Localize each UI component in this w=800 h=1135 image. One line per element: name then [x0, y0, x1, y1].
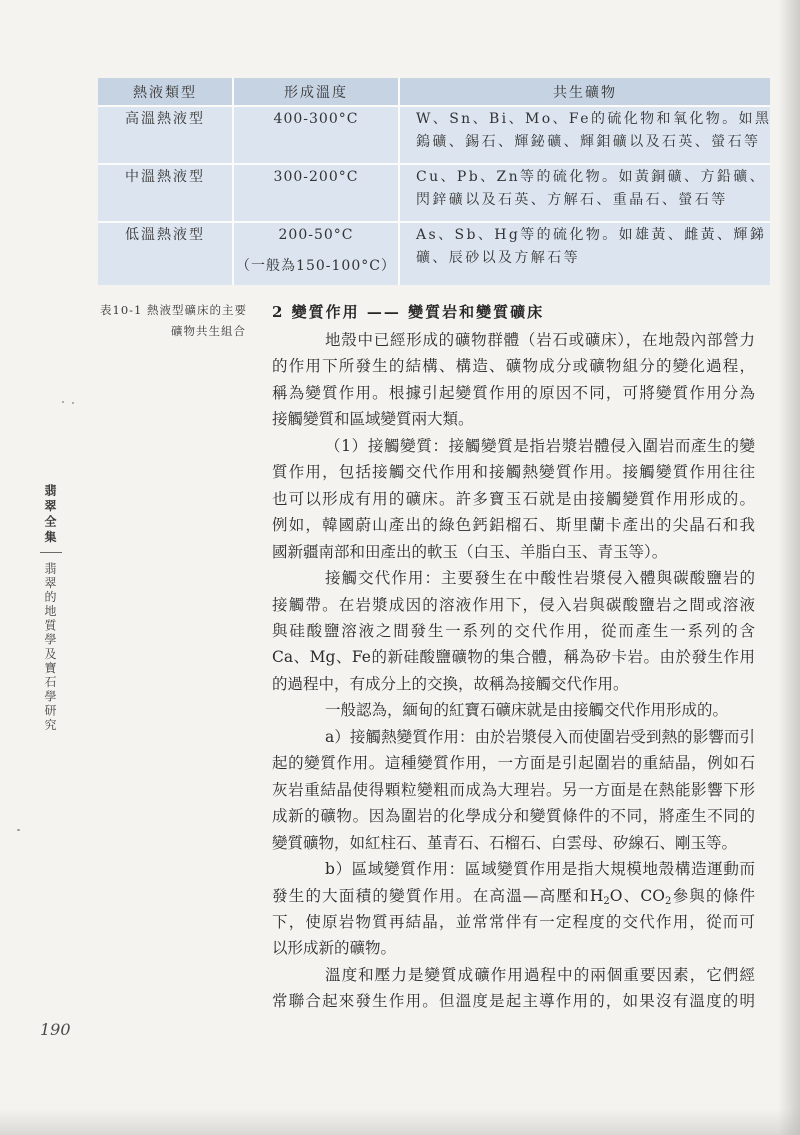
text-line: 與硅酸鹽溶液之間發生一系列的交代作用，從而產生一系列的含	[272, 621, 755, 640]
body-text	[272, 327, 755, 1015]
text-line: 一般認為，緬甸的紅寶石礦床就是由接觸交代作用形成的。	[325, 701, 729, 720]
running-book-title: 翡翠全集	[43, 484, 57, 546]
table-cell-type: 中溫熱液型	[98, 165, 232, 221]
text-line: 常聯合起來發生作用。但溫度是起主導作用的，如果沒有溫度的明	[272, 992, 755, 1011]
minerals-line: 閃鋅礦以及石英、方解石、重晶石、螢石等	[416, 192, 728, 208]
paragraph	[272, 565, 755, 697]
temperature-note: （一般為150-100°C）	[236, 258, 396, 274]
text-line: 國新疆南部和田產出的軟玉（白玉、羊脂白玉、青玉等）。	[272, 542, 668, 561]
text-line: 質作用，包括接觸交代作用和接觸熱變質作用。接觸變質作用往往	[272, 463, 755, 482]
temperature-value: 200-50°C	[278, 227, 354, 243]
text-line: Ca、Mg、Fe的新硅酸鹽礦物的集合體，稱為矽卡岩。由於發生作用	[272, 648, 755, 667]
paragraph	[272, 856, 755, 962]
table-caption	[100, 300, 246, 342]
text-line: 接觸交代作用：主要發生在中酸性岩漿侵入體與碳酸鹽岩的	[325, 569, 755, 588]
scan-speck	[72, 402, 74, 404]
text-line: 的過程中，有成分上的交換，故稱為接觸交代作用。	[272, 674, 629, 693]
minerals-line: 礦、辰砂以及方解石等	[416, 250, 580, 266]
text-line: b）區域變質作用：區域變質作用是指大規模地殼構造運動而	[325, 860, 755, 879]
text-line: 接觸帶。在岩漿成因的溶液作用下，侵入岩與碳酸鹽岩之間或溶液	[272, 595, 755, 614]
page-number: 190	[40, 1020, 71, 1039]
temperature-value: 300-200°C	[273, 169, 359, 185]
caption-line: 表10-1 熱液型礦床的主要	[100, 303, 247, 317]
caption-line: 礦物共生組合	[171, 324, 246, 338]
scan-edge-shadow	[778, 0, 800, 1135]
temperature-value: 400-300°C	[273, 111, 359, 127]
table-cell-temperature	[234, 223, 398, 285]
text-line: 接觸變質和區域變質兩大類。	[272, 410, 474, 429]
text-line: 稱為變質作用。根據引起變質作用的原因不同，可將變質作用分為	[272, 383, 755, 402]
text-line: 下，使原岩物質再結晶，並常常伴有一定程度的交代作用，從而可	[272, 912, 755, 931]
minerals-line: W、Sn、Bi、Mo、Fe的硫化物和氧化物。如黑	[416, 111, 772, 127]
table-cell-type: 低溫熱液型	[98, 223, 232, 285]
scan-edge-shadow	[0, 1109, 800, 1135]
hydrothermal-deposit-table	[98, 78, 770, 285]
table-header-cell: 熱液類型	[98, 78, 232, 105]
text-line: 例如，韓國蔚山產出的綠色鈣鋁榴石、斯里蘭卡產出的尖晶石和我	[272, 516, 755, 535]
minerals-line: As、Sb、Hg等的硫化物。如雄黃、雌黃、輝銻	[416, 227, 767, 243]
running-chapter-title: 翡翠的地質學及寶石學研究	[43, 562, 57, 733]
paragraph	[272, 327, 755, 433]
text-line: 變質礦物，如紅柱石、堇青石、石榴石、白雲母、矽線石、剛玉等。	[272, 833, 738, 852]
text-line: 灰岩重結晶使得顆粒變粗而成為大理岩。另一方面是在熱能影響下形	[272, 780, 755, 799]
text-line: 也可以形成有用的礦床。許多寶玉石就是由接觸變質作用形成的。	[272, 489, 755, 508]
text-line: （1）接觸變質：接觸變質是指岩漿岩體侵入圍岩而產生的變	[325, 436, 755, 455]
text-line: 溫度和壓力是變質成礦作用過程中的兩個重要因素，它們經	[325, 965, 755, 984]
text-run: 發生的大面積的變質作用。在高溫—高壓和H	[272, 886, 604, 905]
minerals-line: 鎢礦、錫石、輝鉍礦、輝鉬礦以及石英、螢石等	[416, 134, 761, 150]
text-line	[272, 883, 755, 909]
paragraph	[272, 962, 755, 1015]
scan-speck	[62, 401, 64, 403]
table-cell-minerals	[400, 165, 770, 221]
paragraph	[272, 433, 755, 565]
running-title-divider	[40, 552, 62, 553]
section-heading: 2 變質作用 —— 變質岩和變質礦床	[272, 303, 545, 321]
paragraph	[272, 724, 755, 856]
text-line: 成新的礦物。因為圍岩的化學成分和變質條件的不同，將產生不同的	[272, 807, 755, 826]
table-header-cell: 共生礦物	[400, 78, 770, 105]
text-run: O、CO	[609, 886, 665, 905]
text-line: 的作用下所發生的結構、構造、礦物成分或礦物組分的變化過程，	[272, 357, 755, 376]
subscript: 2	[664, 895, 672, 907]
subscript: 2	[603, 895, 610, 907]
table-cell-temperature	[234, 165, 398, 221]
table-cell-minerals	[400, 107, 770, 163]
table-cell-minerals	[400, 223, 770, 285]
table-cell-temperature	[234, 107, 398, 163]
table-header-cell: 形成溫度	[234, 78, 398, 105]
text-run: 參與的條件	[671, 886, 755, 905]
paragraph	[272, 697, 755, 723]
table-cell-type: 高溫熱液型	[98, 107, 232, 163]
text-line: 地殼中已經形成的礦物群體（岩石或礦床），在地殼內部營力	[325, 331, 755, 349]
text-line: 起的變質作用。這種變質作用，一方面是引起圍岩的重結晶，例如石	[272, 754, 755, 773]
text-line: 以形成新的礦物。	[272, 939, 397, 958]
scan-speck	[17, 829, 20, 831]
minerals-line: Cu、Pb、Zn等的硫化物。如黃銅礦、方鉛礦、	[416, 169, 767, 185]
text-line: a）接觸熱變質作用：由於岩漿侵入而使圍岩受到熱的影響而引	[325, 727, 755, 746]
